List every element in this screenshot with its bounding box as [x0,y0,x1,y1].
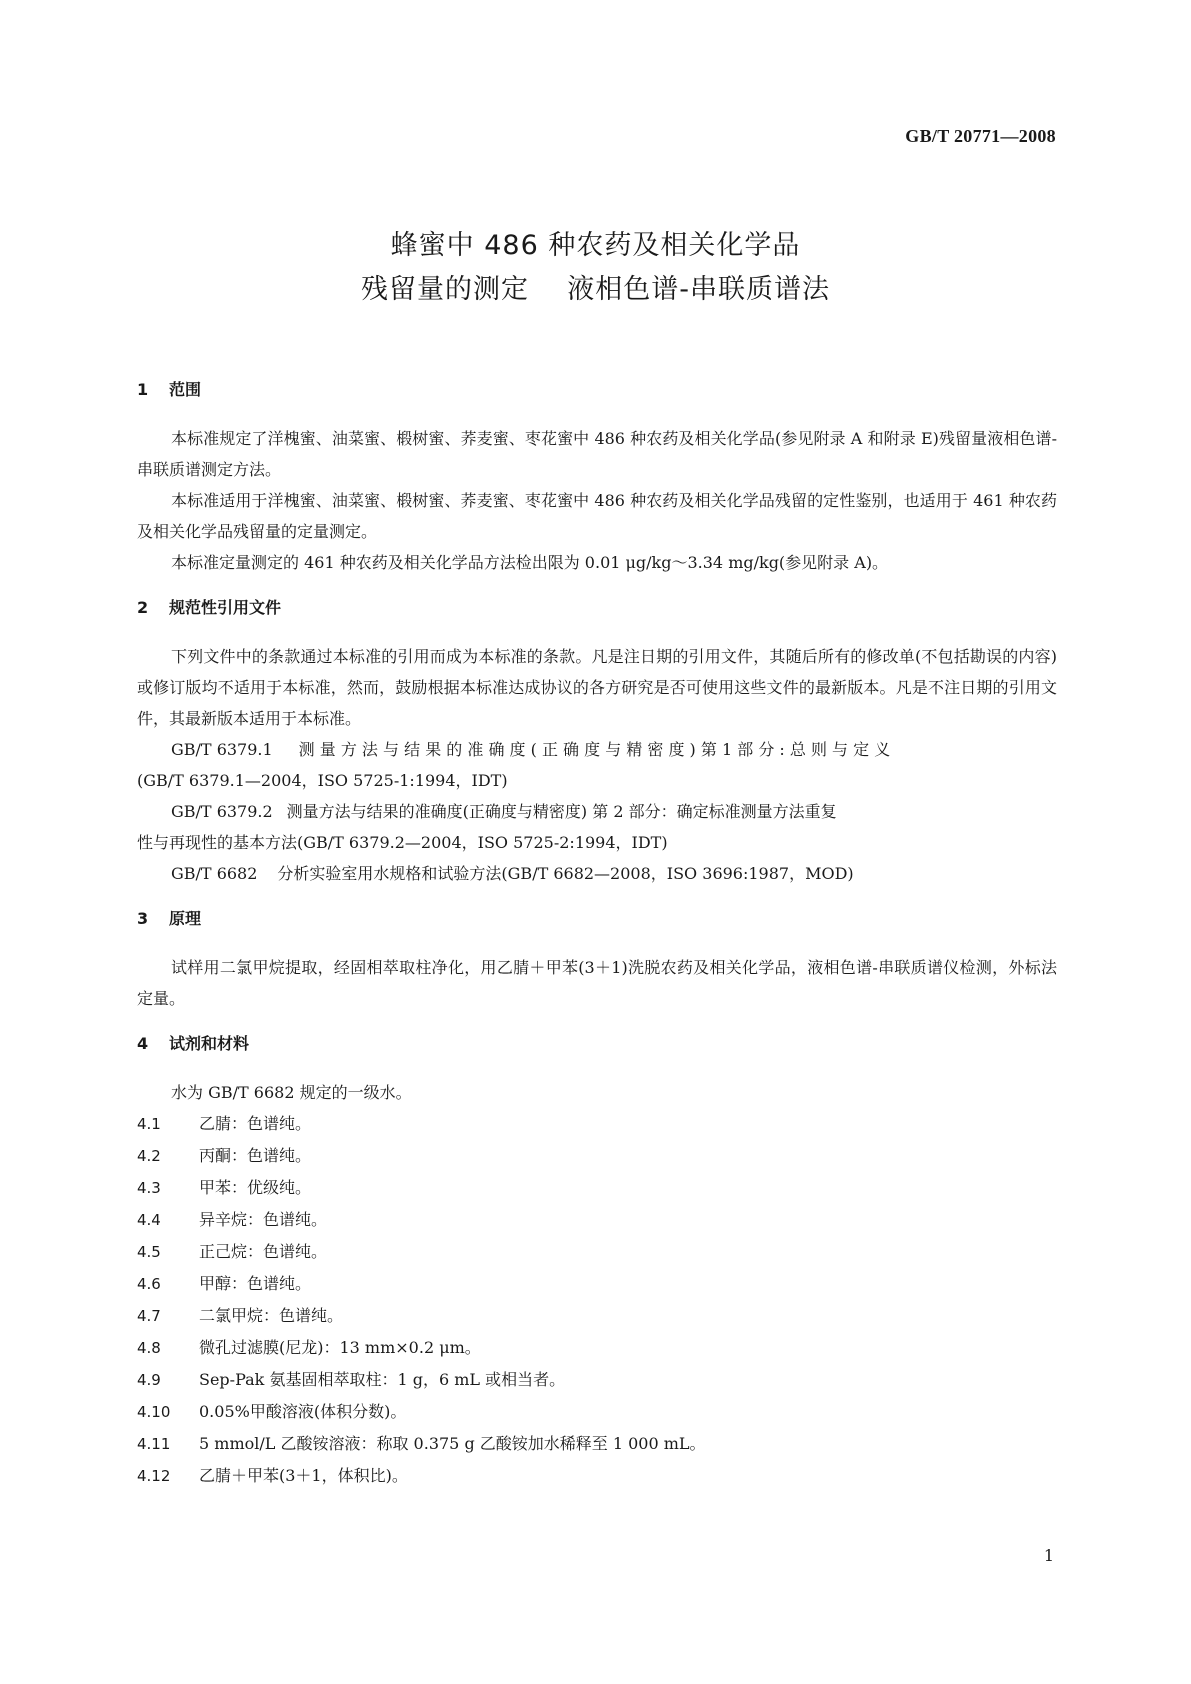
document-title [0,224,1191,312]
item-text: 甲醇：色谱纯。 [199,1274,312,1293]
section-1-heading [137,374,1057,405]
item-text: Sep-Pak 氨基固相萃取柱：1 g，6 mL 或相当者。 [199,1370,566,1389]
standard-code: GB/T 20771—2008 [905,126,1056,146]
section-number: 3 [137,909,149,928]
item-number: 4.9 [137,1371,161,1389]
reference-entry-2-continuation: 性与再现性的基本方法(GB/T 6379.2—2004，ISO 5725-2:1994，IDT) [137,833,668,852]
reagent-item [137,1172,1057,1204]
references-intro-paragraph: 下列文件中的条款通过本标准的引用而成为本标准的条款。凡是注日期的引用文件，其随后所有的修改单(不包括勘误的内容)或修订版均不适用于本标准，然而，鼓励根据本标准达成协议的各方研究是否可使用这些文件的最新版本。凡是不注日期的引用文件，其最新版本适用于本标准。 [137,647,1057,728]
reference-entry-3 [137,858,1057,889]
item-number: 4.8 [137,1339,161,1357]
reagent-item [137,1268,1057,1300]
item-number: 4.2 [137,1147,161,1165]
reference-entry-2 [137,796,1057,827]
reference-code: GB/T 6379.1 [171,740,273,759]
item-number: 4.3 [137,1179,161,1197]
title-line-2: 残留量的测定 液相色谱-串联质谱法 [360,274,831,305]
item-text: 乙腈＋甲苯(3＋1，体积比)。 [199,1466,408,1485]
reference-title: 测量方法与结果的准确度(正确度与精密度) 第 2 部分：确定标准测量方法重复 [286,802,837,821]
reference-entry-1 [137,734,1057,765]
section-3-heading [137,903,1057,934]
item-number: 4.7 [137,1307,161,1325]
item-number: 4.4 [137,1211,161,1229]
principle-paragraph: 试样用二氯甲烷提取，经固相萃取柱净化，用乙腈＋甲苯(3＋1)洗脱农药及相关化学品，液相色谱-串联质谱仪检测，外标法定量。 [137,958,1057,1008]
page-number: 1 [1043,1546,1054,1565]
item-text: 二氯甲烷：色谱纯。 [199,1306,344,1325]
section-title: 规范性引用文件 [169,598,282,617]
reference-entry-1-continuation: (GB/T 6379.1—2004，ISO 5725-1:1994，IDT) [137,771,508,790]
item-text: 异辛烷：色谱纯。 [199,1210,328,1229]
reagent-item [137,1332,1057,1364]
item-text: 微孔过滤膜(尼龙)：13 mm×0.2 μm。 [199,1338,481,1357]
section-number: 2 [137,598,149,617]
scope-paragraph-1: 本标准规定了洋槐蜜、油菜蜜、椴树蜜、荞麦蜜、枣花蜜中 486 种农药及相关化学品(参见附录 A 和附录 E)残留量液相色谱-串联质谱测定方法。 [137,429,1057,479]
reagent-item [137,1236,1057,1268]
reference-title: 测 量 方 法 与 结 果 的 准 确 度 ( 正 确 度 与 精 密 度 ) 第 1 部 分 : 总 则 与 定 义 [298,740,891,759]
reagent-item [137,1300,1057,1332]
reagent-item [137,1140,1057,1172]
item-text: 乙腈：色谱纯。 [199,1114,312,1133]
reagent-item [137,1108,1057,1140]
item-text: 正己烷：色谱纯。 [199,1242,328,1261]
section-title: 范围 [169,380,202,399]
section-title: 试剂和材料 [169,1034,250,1053]
item-text: 5 mmol/L 乙酸铵溶液：称取 0.375 g 乙酸铵加水稀释至 1 000 mL。 [199,1434,706,1453]
section-number: 1 [137,380,149,399]
section-number: 4 [137,1034,149,1053]
item-number: 4.11 [137,1435,171,1453]
reagent-item [137,1460,1057,1492]
scope-paragraph-2: 本标准适用于洋槐蜜、油菜蜜、椴树蜜、荞麦蜜、枣花蜜中 486 种农药及相关化学品残留的定性鉴别，也适用于 461 种农药及相关化学品残留量的定量测定。 [137,491,1057,541]
reagent-item [137,1428,1057,1460]
section-2-heading [137,592,1057,623]
section-4-heading [137,1028,1057,1059]
item-text: 0.05%甲酸溶液(体积分数)。 [199,1402,407,1421]
scope-paragraph-3: 本标准定量测定的 461 种农药及相关化学品方法检出限为 0.01 μg/kg～3.34 mg/kg(参见附录 A)。 [171,553,889,572]
item-text: 丙酮：色谱纯。 [199,1146,312,1165]
reagents-intro: 水为 GB/T 6682 规定的一级水。 [171,1083,412,1102]
item-number: 4.10 [137,1403,171,1421]
reference-code: GB/T 6682 [171,864,258,883]
item-number: 4.12 [137,1467,171,1485]
item-number: 4.6 [137,1275,161,1293]
item-text: 甲苯：优级纯。 [199,1178,312,1197]
section-title: 原理 [169,909,202,928]
item-number: 4.1 [137,1115,161,1133]
reference-title: 分析实验室用水规格和试验方法(GB/T 6682—2008，ISO 3696:1987，MOD) [277,864,854,883]
title-line-1: 蜂蜜中 486 种农药及相关化学品 [390,230,801,261]
reference-code: GB/T 6379.2 [171,802,273,821]
document-body [137,374,1057,1492]
reagent-item [137,1204,1057,1236]
reagent-item [137,1396,1057,1428]
item-number: 4.5 [137,1243,161,1261]
reagent-item [137,1364,1057,1396]
